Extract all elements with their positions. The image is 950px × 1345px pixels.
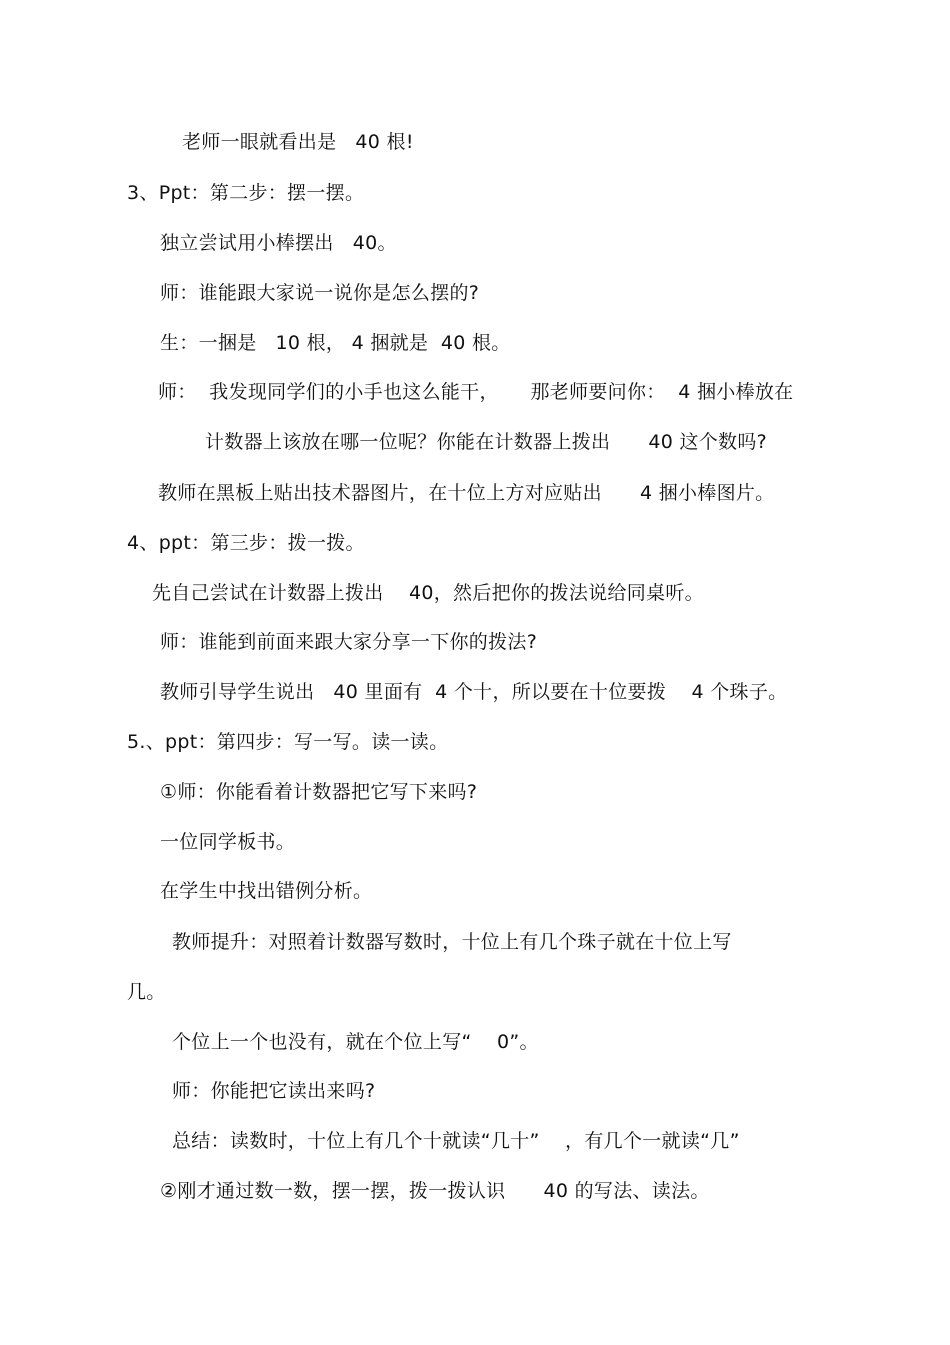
- text-line-7: 计数器上该放在哪一位呢？你能在计数器上拨出 40 这个数吗?: [205, 431, 768, 453]
- text-line-20: 师：你能把它读出来吗?: [172, 1080, 376, 1102]
- text-line-3: 独立尝试用小棒摆出 40。: [160, 232, 397, 254]
- text-line-10: 先自己尝试在计数器上拨出 40，然后把你的拨法说给同桌听。: [152, 582, 704, 604]
- text-line-12: 教师引导学生说出 40 里面有 4 个十，所以要在十位要拨 4 个珠子。: [160, 681, 788, 703]
- text-line-5: 生：一捆是 10 根， 4 捆就是 40 根。: [160, 332, 511, 354]
- text-line-18: 几。: [127, 981, 166, 1003]
- summary-line: 总结：读数时，十位上有几个十就读“几十” ，有几个一就读“几”: [172, 1130, 740, 1152]
- step-2-heading: 3、Ppt：第二步：摆一摆。: [127, 182, 365, 204]
- text-line-11: 师：谁能到前面来跟大家分享一下你的拨法?: [160, 631, 538, 653]
- text-line-8: 教师在黑板上贴出技术器图片，在十位上方对应贴出 4 捆小棒图片。: [158, 482, 775, 504]
- text-line-17: 教师提升：对照着计数器写数时，十位上有几个珠子就在十位上写: [172, 931, 732, 953]
- text-line-22: ②刚才通过数一数，摆一摆，拨一拨认识 40 的写法、读法。: [160, 1180, 710, 1202]
- text-line-16: 在学生中找出错例分析。: [160, 880, 373, 902]
- text-line-19: 个位上一个也没有，就在个位上写“ 0”。: [172, 1031, 539, 1053]
- text-line-15: 一位同学板书。: [160, 831, 296, 853]
- text-line-1: 老师一眼就看出是 40 根!: [182, 131, 414, 153]
- text-line-14: ①师：你能看着计数器把它写下来吗?: [160, 781, 478, 803]
- step-3-heading: 4、ppt：第三步：拨一拨。: [127, 532, 365, 554]
- text-line-4: 师：谁能跟大家说一说你是怎么摆的?: [160, 282, 480, 304]
- step-4-heading: 5.、ppt：第四步：写一写。读一读。: [127, 731, 449, 753]
- text-line-6: 师： 我发现同学们的小手也这么能干， 那老师要问你： 4 捆小棒放在: [158, 381, 794, 403]
